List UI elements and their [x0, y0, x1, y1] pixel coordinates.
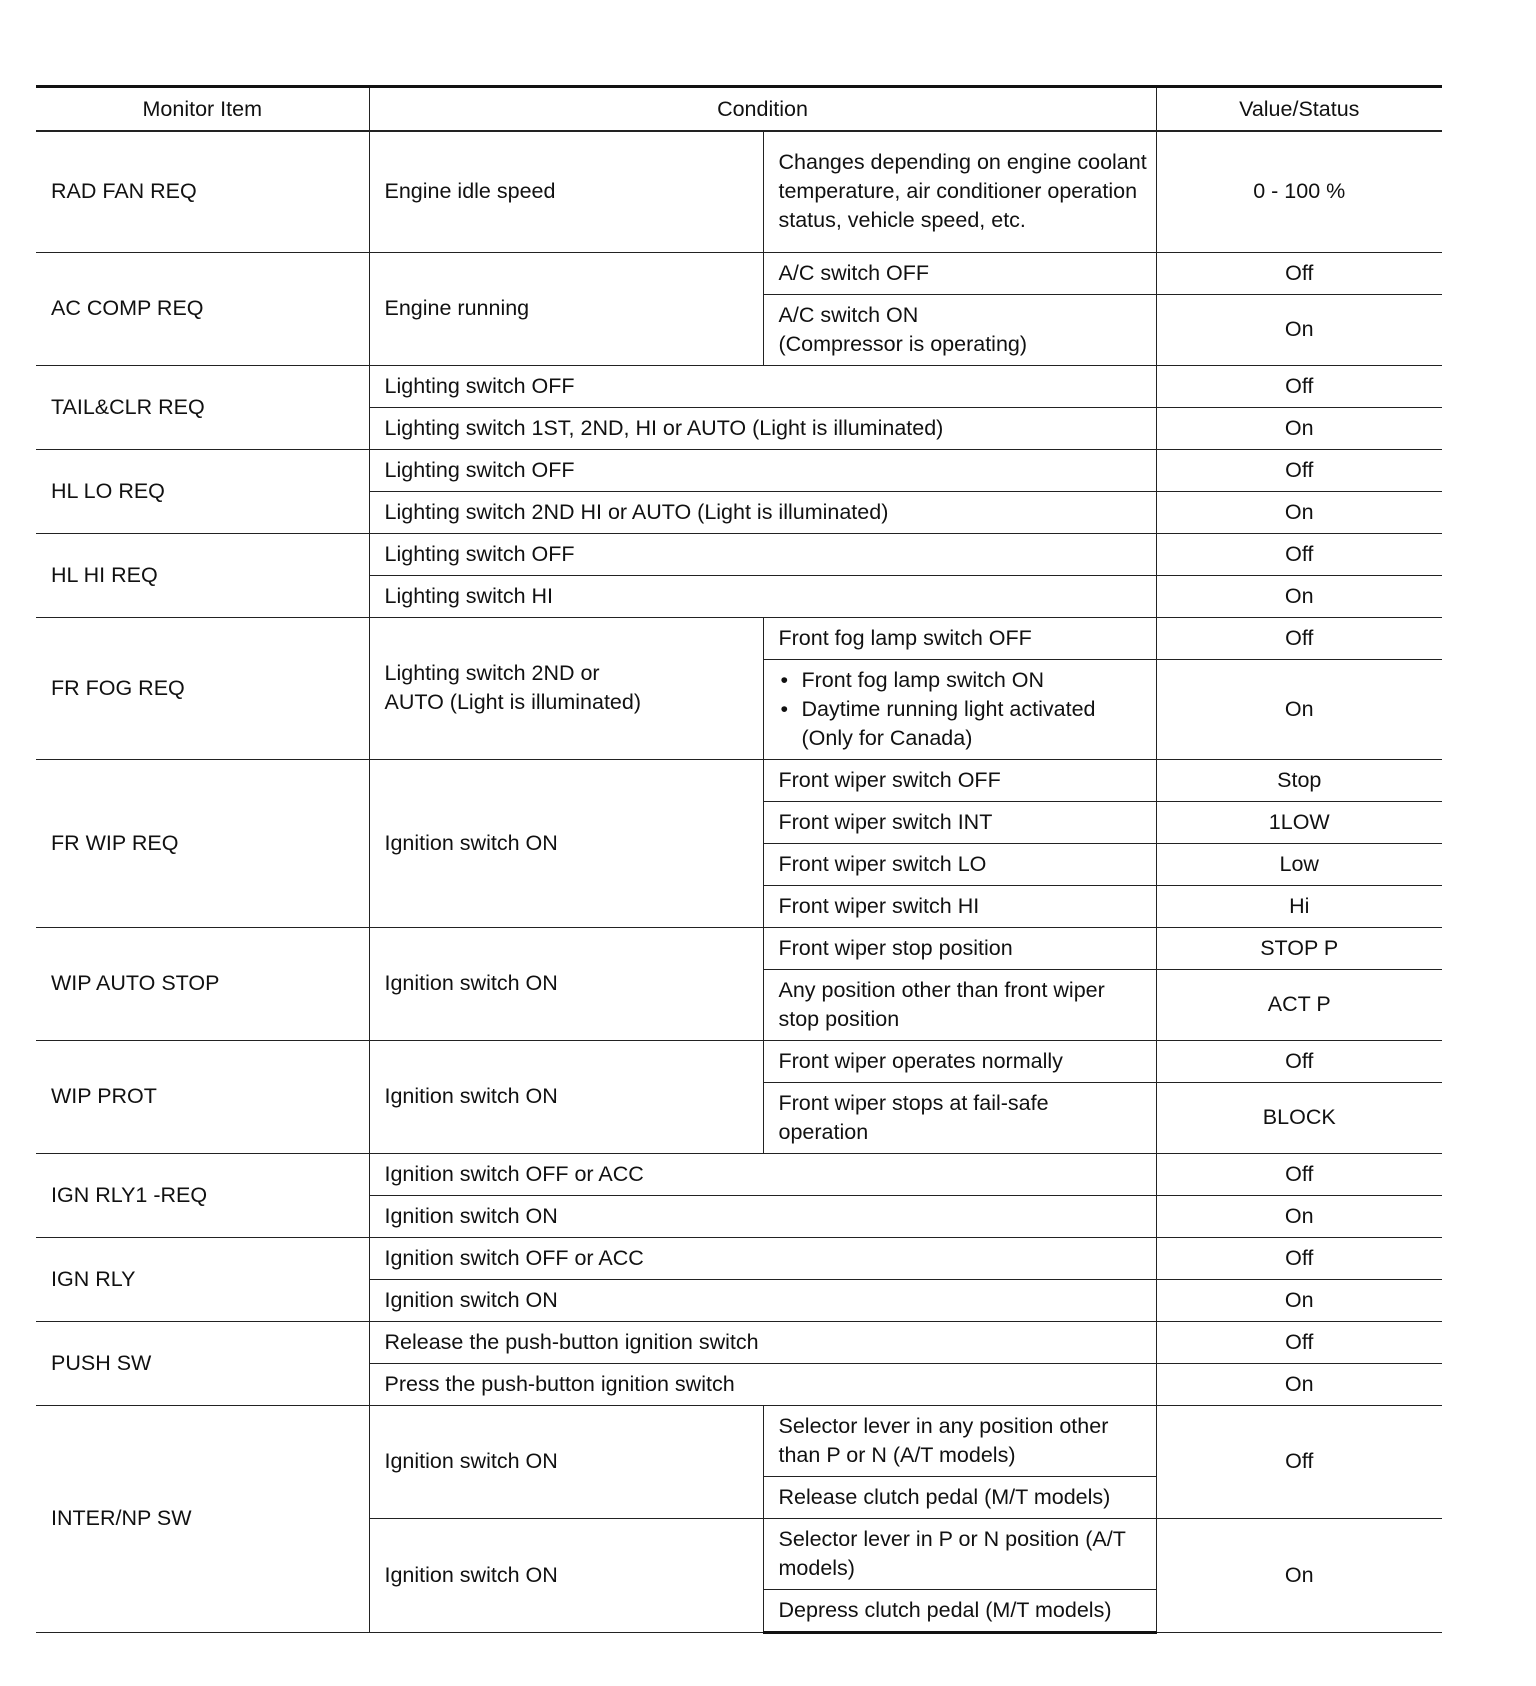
condition: Lighting switch 1ST, 2ND, HI or AUTO (Light is illuminated)	[369, 407, 1156, 449]
value-status: On	[1156, 1195, 1442, 1237]
monitor-item: IGN RLY1 -REQ	[36, 1153, 369, 1237]
monitor-item: RAD FAN REQ	[36, 131, 369, 252]
table-row	[36, 533, 1442, 575]
value-status: Off	[1156, 365, 1442, 407]
value-status: On	[1156, 659, 1442, 759]
value-status: Off	[1156, 1040, 1442, 1082]
sub-condition: Front wiper operates normally	[763, 1040, 1156, 1082]
sub-condition: Depress clutch pedal (M/T models)	[763, 1589, 1156, 1632]
condition-line: Lighting switch 2ND or	[384, 661, 600, 685]
sub-condition-line: (Compressor is operating)	[778, 331, 1028, 356]
condition	[369, 617, 763, 759]
value-status: STOP P	[1156, 927, 1442, 969]
table-row	[36, 759, 1442, 801]
monitor-item: IGN RLY	[36, 1237, 369, 1321]
condition: Engine idle speed	[369, 131, 763, 252]
sub-condition	[763, 294, 1156, 365]
condition: Ignition switch ON	[369, 1405, 763, 1518]
condition: Engine running	[369, 252, 763, 365]
value-status: 0 - 100 %	[1156, 131, 1442, 252]
sub-condition: Selector lever in P or N position (A/T models)	[763, 1518, 1156, 1589]
value-status: On	[1156, 1279, 1442, 1321]
sub-condition: Front wiper switch OFF	[763, 759, 1156, 801]
header-value-status: Value/Status	[1156, 87, 1442, 132]
value-status: On	[1156, 407, 1442, 449]
condition: Ignition switch ON	[369, 1518, 763, 1632]
condition: Lighting switch OFF	[369, 449, 1156, 491]
table-row	[36, 1153, 1442, 1195]
value-status: On	[1156, 575, 1442, 617]
condition: Press the push-button ignition switch	[369, 1363, 1156, 1405]
condition: Ignition switch ON	[369, 1279, 1156, 1321]
monitor-item-table	[36, 85, 1442, 1634]
condition-line: AUTO (Light is illuminated)	[384, 690, 641, 714]
condition: Lighting switch 2ND HI or AUTO (Light is illuminated)	[369, 491, 1156, 533]
table-row	[36, 1040, 1442, 1082]
table-row	[36, 449, 1442, 491]
value-status: Off	[1156, 617, 1442, 659]
monitor-item: AC COMP REQ	[36, 252, 369, 365]
sub-condition: Front wiper switch INT	[763, 801, 1156, 843]
condition: Lighting switch HI	[369, 575, 1156, 617]
value-status: Off	[1156, 1237, 1442, 1279]
sub-condition: Front wiper stop position	[763, 927, 1156, 969]
condition: Lighting switch OFF	[369, 533, 1156, 575]
sub-condition: Front wiper switch LO	[763, 843, 1156, 885]
monitor-item: WIP PROT	[36, 1040, 369, 1153]
monitor-item: HL LO REQ	[36, 449, 369, 533]
bullet-item: • Front fog lamp switch ON	[779, 666, 1141, 695]
condition: Ignition switch ON	[369, 759, 763, 927]
sub-condition: Changes depending on engine coolant temperature, air conditioner operation status, vehicle speed, etc.	[763, 131, 1156, 252]
value-status: 1LOW	[1156, 801, 1442, 843]
value-status: Off	[1156, 1321, 1442, 1363]
sub-condition: Front wiper stops at fail-safe operation	[763, 1082, 1156, 1153]
value-status: On	[1156, 1518, 1442, 1632]
table-row	[36, 1321, 1442, 1363]
monitor-item: FR WIP REQ	[36, 759, 369, 927]
header-monitor-item: Monitor Item	[36, 87, 369, 132]
sub-condition: Release clutch pedal (M/T models)	[763, 1476, 1156, 1518]
monitor-item: INTER/NP SW	[36, 1405, 369, 1632]
condition: Ignition switch ON	[369, 1040, 763, 1153]
monitor-item: WIP AUTO STOP	[36, 927, 369, 1040]
value-status: On	[1156, 491, 1442, 533]
monitor-item: FR FOG REQ	[36, 617, 369, 759]
bullet-line: (Only for Canada)	[801, 725, 973, 750]
bullet-line: Daytime running light activated	[801, 696, 1096, 721]
table-row	[36, 1237, 1442, 1279]
table-row	[36, 1405, 1442, 1476]
sub-condition: Selector lever in any position other than P or N (A/T models)	[763, 1405, 1156, 1476]
sub-condition: Front fog lamp switch OFF	[763, 617, 1156, 659]
table-row	[36, 927, 1442, 969]
value-status: Off	[1156, 252, 1442, 294]
bullet-list	[779, 666, 1141, 753]
table-row	[36, 131, 1442, 252]
sub-condition: Front wiper switch HI	[763, 885, 1156, 927]
sub-condition: Any position other than front wiper stop position	[763, 969, 1156, 1040]
table-row	[36, 365, 1442, 407]
value-status: Stop	[1156, 759, 1442, 801]
table-header-row	[36, 87, 1442, 132]
condition: Ignition switch OFF or ACC	[369, 1153, 1156, 1195]
value-status: Off	[1156, 533, 1442, 575]
condition: Ignition switch ON	[369, 1195, 1156, 1237]
condition: Ignition switch ON	[369, 927, 763, 1040]
condition: Ignition switch OFF or ACC	[369, 1237, 1156, 1279]
value-status: Hi	[1156, 885, 1442, 927]
table-row	[36, 252, 1442, 294]
value-status: Off	[1156, 1405, 1442, 1518]
value-status: On	[1156, 1363, 1442, 1405]
monitor-item: TAIL&CLR REQ	[36, 365, 369, 449]
value-status: BLOCK	[1156, 1082, 1442, 1153]
value-status: ACT P	[1156, 969, 1442, 1040]
value-status: Off	[1156, 449, 1442, 491]
sub-condition	[763, 659, 1156, 759]
bullet-item	[779, 695, 1141, 753]
table-row	[36, 617, 1442, 659]
value-status: Low	[1156, 843, 1442, 885]
header-condition: Condition	[369, 87, 1156, 132]
sub-condition: A/C switch OFF	[763, 252, 1156, 294]
sub-condition-line: A/C switch ON	[778, 302, 919, 327]
value-status: On	[1156, 294, 1442, 365]
monitor-item: HL HI REQ	[36, 533, 369, 617]
condition: Lighting switch OFF	[369, 365, 1156, 407]
monitor-item: PUSH SW	[36, 1321, 369, 1405]
condition: Release the push-button ignition switch	[369, 1321, 1156, 1363]
value-status: Off	[1156, 1153, 1442, 1195]
